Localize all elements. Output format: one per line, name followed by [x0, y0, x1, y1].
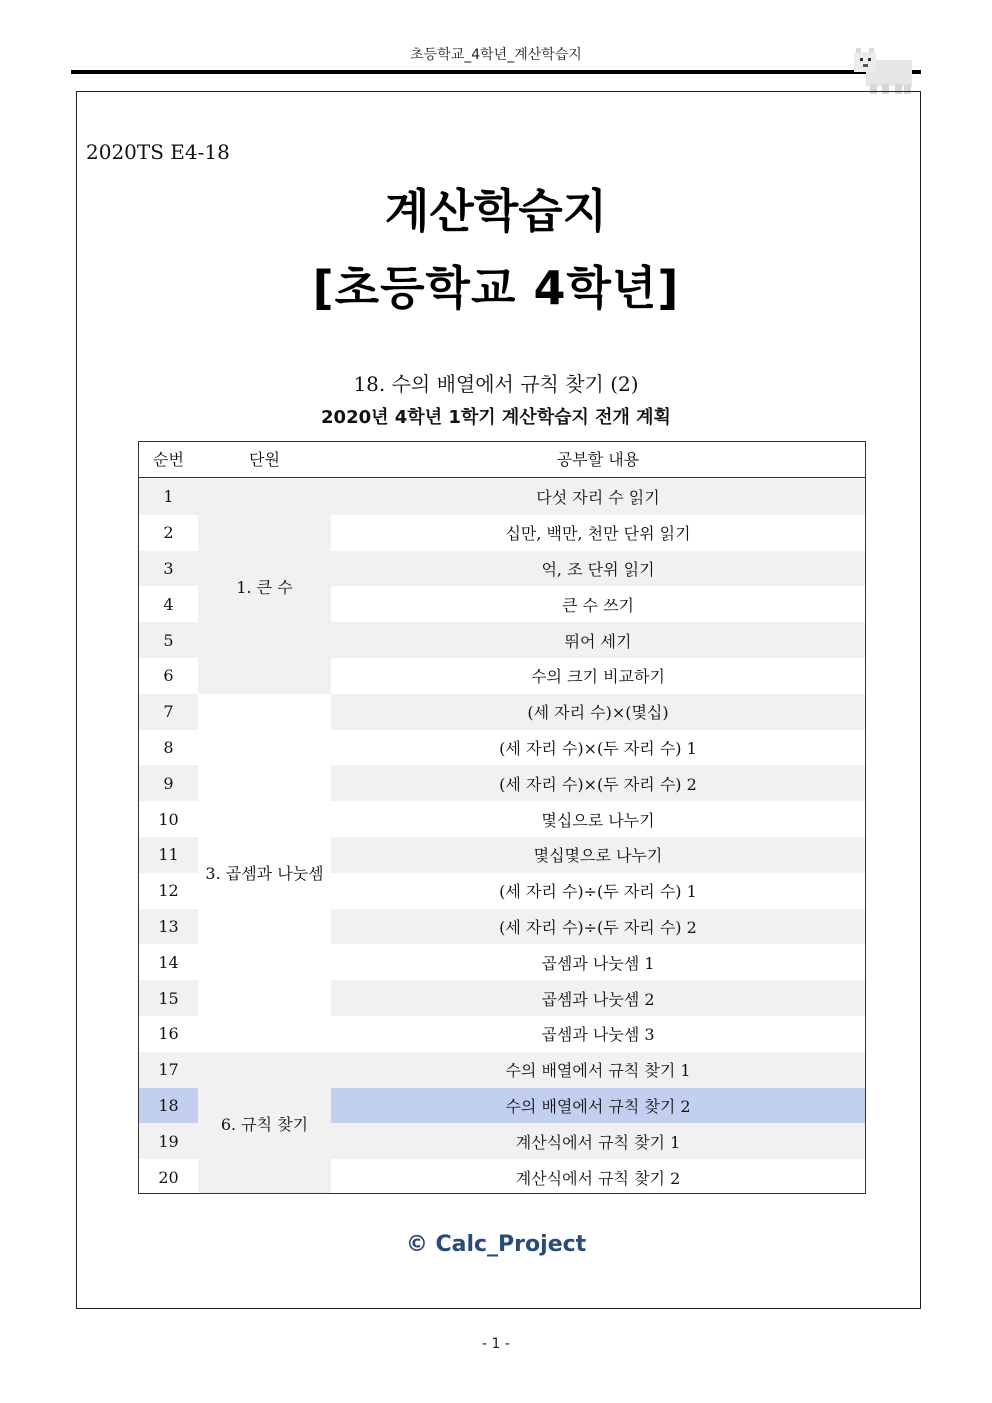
row-content: 계산식에서 규칙 찾기 2 — [515, 1168, 681, 1188]
row-number: 18 — [139, 1088, 198, 1124]
row-content: 큰 수 쓰기 — [562, 595, 634, 615]
header-content: 공부할 내용 — [556, 450, 640, 469]
running-header: 초등학교_4학년_계산학습지 — [410, 47, 582, 63]
row-number: 20 — [158, 1167, 179, 1187]
curriculum-table — [138, 441, 866, 1194]
unit-cell: 6. 규칙 찾기 — [198, 1052, 331, 1194]
header-unit: 단원 — [249, 450, 280, 469]
document-code: 2020TS E4-18 — [86, 140, 230, 164]
row-content: 십만, 백만, 천만 단위 읽기 — [505, 524, 691, 544]
table-header — [139, 442, 865, 478]
row-number: 17 — [139, 1052, 198, 1088]
row-number: 13 — [139, 909, 198, 945]
row-content: 몇십으로 나누기 — [541, 810, 655, 830]
header-rule — [71, 70, 921, 74]
row-content: (세 자리 수)×(두 자리 수) 1 — [499, 738, 697, 758]
row-number: 10 — [158, 809, 179, 829]
row-number: 5 — [139, 622, 198, 658]
row-content: 곱셈과 나눗셈 3 — [541, 1025, 655, 1045]
row-number: 2 — [163, 523, 174, 543]
row-content: 다섯 자리 수 읽기 — [331, 479, 865, 515]
row-number: 1 — [139, 479, 198, 515]
row-content: (세 자리 수)×(몇십) — [331, 694, 865, 730]
row-number: 9 — [139, 765, 198, 801]
row-content: 수의 배열에서 규칙 찾기 1 — [331, 1052, 865, 1088]
row-number: 16 — [158, 1024, 179, 1044]
header-num: 순번 — [153, 450, 184, 469]
row-number: 15 — [139, 980, 198, 1016]
plan-title: 2020년 4학년 1학기 계산학습지 전개 계획 — [321, 407, 671, 428]
row-number: 12 — [158, 881, 179, 901]
row-number: 14 — [158, 952, 179, 972]
row-content: (세 자리 수)×(두 자리 수) 2 — [331, 765, 865, 801]
page-title: 계산학습지 — [384, 184, 608, 238]
unit-cell: 3. 곱셈과 나눗셈 — [198, 694, 331, 1052]
row-number: 3 — [139, 551, 198, 587]
row-content: 수의 크기 비교하기 — [531, 667, 665, 687]
row-content: 수의 배열에서 규칙 찾기 2 — [331, 1088, 865, 1124]
row-number: 4 — [163, 594, 174, 614]
row-content: (세 자리 수)÷(두 자리 수) 2 — [331, 909, 865, 945]
row-content: 억, 조 단위 읽기 — [331, 551, 865, 587]
row-content: (세 자리 수)÷(두 자리 수) 1 — [499, 882, 697, 902]
row-number: 6 — [163, 666, 174, 686]
row-content: 뛰어 세기 — [331, 622, 865, 658]
row-content: 곱셈과 나눗셈 1 — [541, 953, 655, 973]
lesson-title: 18. 수의 배열에서 규칙 찾기 (2) — [353, 372, 639, 396]
page-number: - 1 - — [482, 1336, 510, 1352]
copyright-text: © Calc_Project — [405, 1232, 587, 1257]
unit-cell: 1. 큰 수 — [198, 479, 331, 694]
row-content: 곱셈과 나눗셈 2 — [331, 980, 865, 1016]
row-number: 7 — [139, 694, 198, 730]
row-number: 11 — [139, 837, 198, 873]
row-number: 19 — [139, 1123, 198, 1159]
row-content: 몇십몇으로 나누기 — [331, 837, 865, 873]
row-number: 8 — [163, 737, 174, 757]
row-content: 계산식에서 규칙 찾기 1 — [331, 1123, 865, 1159]
polar-bear-icon — [852, 46, 916, 96]
page-subtitle: [초등학교 4학년] — [312, 261, 680, 315]
